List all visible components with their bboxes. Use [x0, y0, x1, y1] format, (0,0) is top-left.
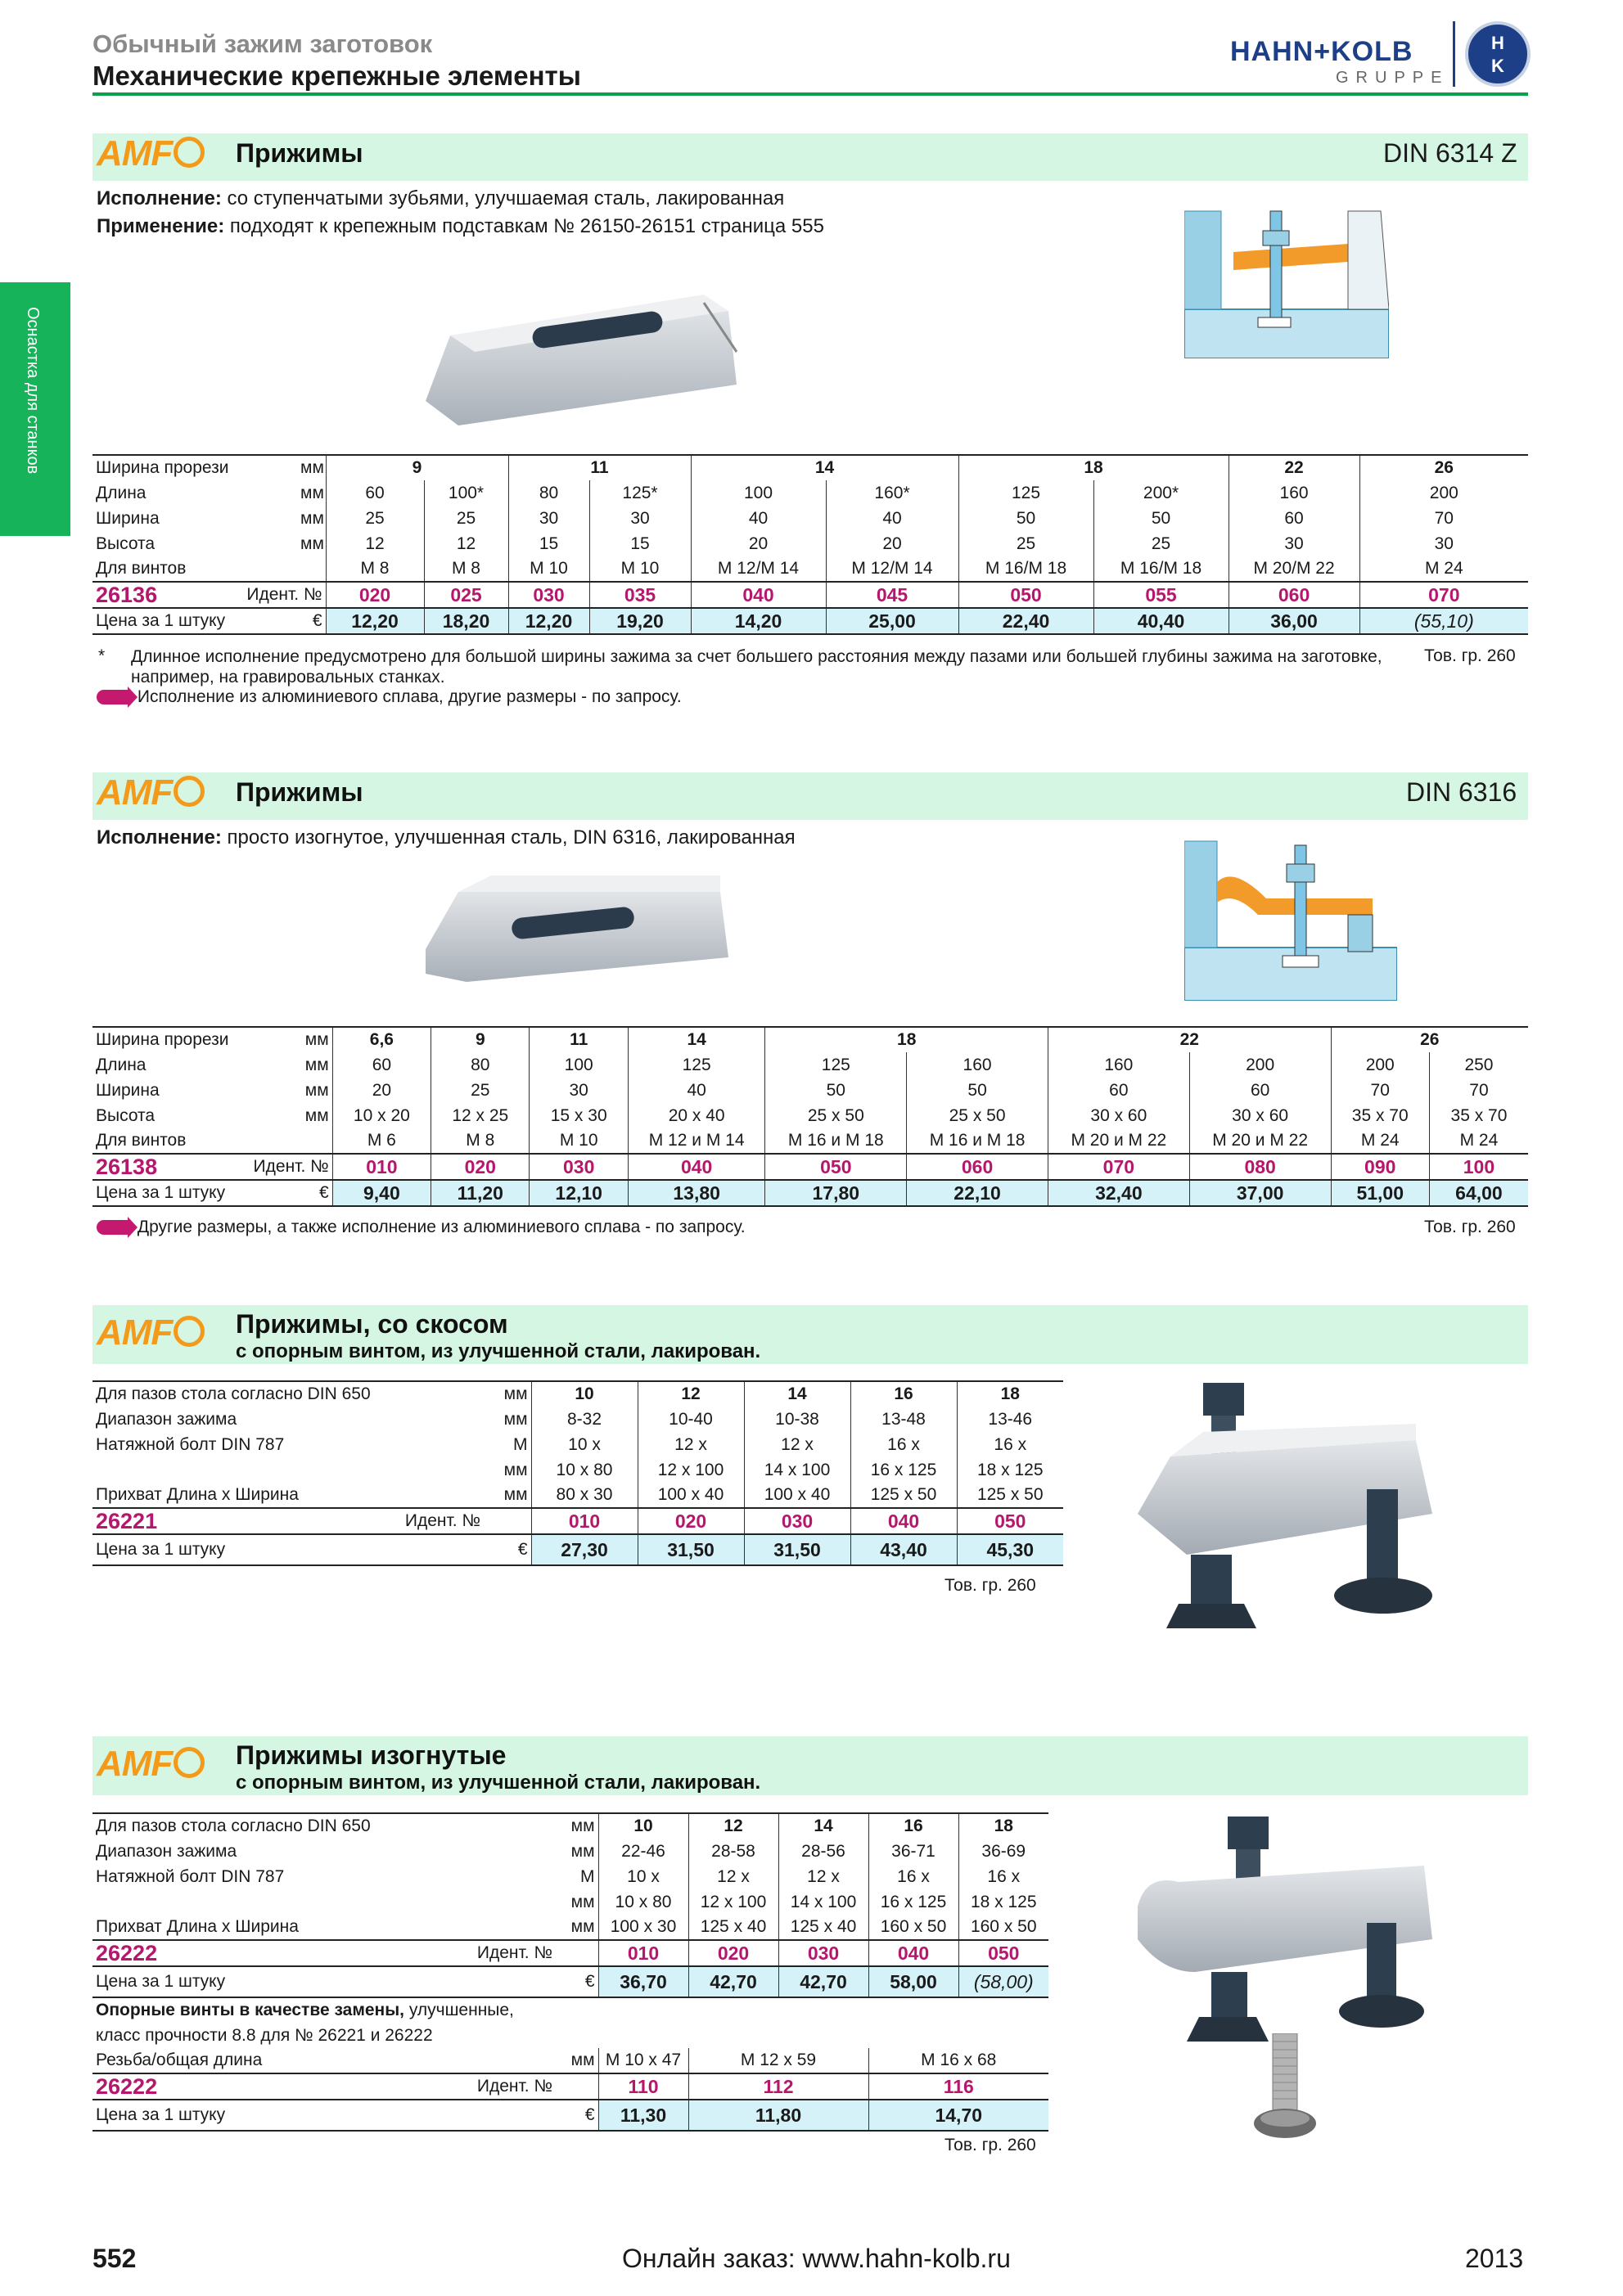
- page-title: Механические крепежные элементы: [92, 61, 581, 91]
- table-row: Длина мм 60 100* 80 125* 100 160* 125 200* 160 200: [92, 480, 1528, 506]
- section-4-ref: Тов. гр. 260: [944, 2136, 1036, 2154]
- table-row: мм 10 x 80 12 x 100 14 x 100 16 x 125 18 x 125: [92, 1889, 1048, 1915]
- amf-logo-text: AMF: [97, 1312, 173, 1353]
- table-26138: [92, 1026, 1528, 1207]
- table-row: Ширина мм 25 25 30 30 40 40 50 50 60 70: [92, 506, 1528, 531]
- table-row: Длина мм 60 80 100 125 125 160 160 200 200 250: [92, 1052, 1528, 1078]
- table-26222: [92, 1812, 1048, 2132]
- header-rule: [92, 92, 1528, 96]
- section-2-din: DIN 6316: [1406, 777, 1517, 807]
- side-tab-label: Оснастка для станков: [24, 307, 42, 475]
- footnote-1-ref: Тов. гр. 260: [1424, 646, 1516, 665]
- table-row: Опорные винты в качестве замены, улучшенные,: [92, 1997, 1048, 2023]
- header-subtitle: Обычный зажим заготовок: [92, 29, 433, 58]
- section-1-desc-1: Исполнение: со ступенчатыми зубьями, улучшаемая сталь, лакированная: [97, 187, 785, 209]
- section-2-desc-1: Исполнение: просто изогнутое, улучшенная сталь, DIN 6316, лакированная: [97, 826, 796, 849]
- amf-logo: [97, 1312, 205, 1353]
- table-row: Прихват Длина x Ширина мм 100 x 30 125 x 40 125 x 40 160 x 50 160 x 50: [92, 1915, 1048, 1940]
- amf-logo-text: AMF: [97, 1744, 173, 1784]
- support-screw-image: [1252, 2033, 1318, 2156]
- table-row: 26221 Идент. № 010 020 030 040 050: [92, 1508, 1063, 1534]
- clamp-bent-image: [409, 867, 737, 1006]
- side-tab[interactable]: [0, 282, 70, 536]
- section-2-note: Другие размеры, а также исполнение из алюминиевого сплава - по запросу.: [97, 1218, 746, 1237]
- table-row: Ширина прорези мм 6,6 9 11 14 18 22 26: [92, 1027, 1528, 1052]
- section-2-note-ref: Тов. гр. 260: [1424, 1218, 1516, 1236]
- table-row: Высота мм 12 12 15 15 20 20 25 25 30 30: [92, 531, 1528, 556]
- table-row: Ширина прорези мм 9 11 14 18 22 26: [92, 455, 1528, 480]
- table-row: Цена за 1 штуку € 36,70 42,70 42,70 58,00 (58,00): [92, 1966, 1048, 1997]
- section-1-title: Прижимы: [236, 138, 363, 168]
- section-4-title: Прижимы изогнутые: [236, 1740, 507, 1770]
- footer-order-link[interactable]: Онлайн заказ: www.hahn-kolb.ru: [622, 2244, 1011, 2273]
- section-3-title: Прижимы, со скосом: [236, 1309, 508, 1339]
- clamp-diagram-1: [1184, 195, 1389, 358]
- clamp-diagram-2: [1184, 833, 1397, 1001]
- table-row: Цена за 1 штуку € 27,30 31,50 31,50 43,40 45,30: [92, 1534, 1063, 1565]
- table-row: мм 10 x 80 12 x 100 14 x 100 16 x 125 18 x 125: [92, 1457, 1063, 1483]
- logo-h: H: [1491, 33, 1504, 53]
- footnote-1: Длинное исполнение предусмотрено для большой ширины зажима за счет большего расстояния между пазами или большей глубины зажима на заготовке, например, на гравировальных станках.: [131, 647, 1382, 687]
- table-row: класс прочности 8.8 для № 26221 и 26222: [96, 2025, 433, 2045]
- brand-logo-group: GRUPPE: [1336, 69, 1449, 87]
- table-row: Прихват Длина x Ширина мм 80 x 30 100 x 40 100 x 40 125 x 50 125 x 50: [92, 1483, 1063, 1508]
- logo-divider: [1453, 21, 1455, 87]
- clamp-stepped-image: [409, 278, 745, 434]
- table-row: Диапазон зажима мм 22-46 28-58 28-56 36-71 36-69: [92, 1839, 1048, 1864]
- section-1-desc-2: Применение: подходят к крепежным подставкам № 26150-26151 страница 555: [97, 215, 824, 237]
- section-4-subtitle: с опорным винтом, из улучшенной стали, лакирован.: [236, 1772, 761, 1794]
- table-row: Для пазов стола согласно DIN 650 мм 10 12 14 16 18: [92, 1813, 1048, 1839]
- footnote-2: Исполнение из алюминиевого сплава, другие размеры - по запросу.: [97, 687, 682, 707]
- clamp-chamfered-image: [1121, 1383, 1449, 1636]
- table-row: Для винтов M 6 M 8 M 10 M 12 и M 14 M 16 и M 18 M 16 и M 18 M 20 и M 22 M 20 и M 22 M 24 M 24: [92, 1128, 1528, 1154]
- logo-k: K: [1491, 56, 1504, 76]
- amf-logo: [97, 772, 205, 813]
- amf-logo: [97, 133, 205, 174]
- table-row: Высота мм 10 x 20 12 x 25 15 x 30 20 x 40 25 x 50 25 x 50 30 x 60 30 x 60 35 x 70 35 x 70: [92, 1103, 1528, 1128]
- brand-logo-text: HAHN+KOLB: [1230, 36, 1413, 67]
- amf-logo-text: AMF: [97, 133, 173, 173]
- section-3-ref: Тов. гр. 260: [944, 1576, 1036, 1595]
- table-row: 26222 Идент. № 110 112 116: [92, 2073, 1048, 2100]
- table-row: Ширина мм 20 25 30 40 50 50 60 60 70 70: [92, 1078, 1528, 1103]
- brand-logo-icon: [1465, 21, 1531, 87]
- table-row: Натяжной болт DIN 787 M 10 x 12 x 12 x 16 x 16 x: [92, 1864, 1048, 1889]
- table-row: Для пазов стола согласно DIN 650 мм 10 12 14 16 18: [92, 1381, 1063, 1407]
- section-2-title: Прижимы: [236, 777, 363, 807]
- table-row: Для винтов M 8 M 8 M 10 M 10 M 12/M 14 M 12/M 14 M 16/M 18 M 16/M 18 M 20/M 22 M 24: [92, 556, 1528, 582]
- clamp-bent-support-image: [1121, 1817, 1449, 2062]
- table-26221: [92, 1380, 1063, 1566]
- table-row: Цена за 1 штуку € 9,40 11,20 12,10 13,80 17,80 22,10 32,40 37,00 51,00 64,00: [92, 1180, 1528, 1206]
- table-row: Натяжной болт DIN 787 M 10 x 12 x 12 x 16 x 16 x: [92, 1432, 1063, 1457]
- section-1-din: DIN 6314 Z: [1383, 138, 1517, 168]
- footer-year: 2013: [1465, 2244, 1524, 2273]
- arrow-icon: [97, 1220, 129, 1235]
- page-number: 552: [92, 2244, 137, 2273]
- table-row: 26138 Идент. № 010 020 030 040 050 060 070 080 090 100: [92, 1154, 1528, 1180]
- table-26136: [92, 454, 1528, 635]
- table-row: 26222 Идент. № 010 020 030 040 050: [92, 1940, 1048, 1966]
- arrow-icon: [97, 690, 129, 705]
- table-row: 26136 Идент. № 020 025 030 035 040 045 050 055 060 070: [92, 582, 1528, 608]
- section-3-subtitle: с опорным винтом, из улучшенной стали, лакирован.: [236, 1340, 761, 1362]
- table-row: Диапазон зажима мм 8-32 10-40 10-38 13-48 13-46: [92, 1407, 1063, 1432]
- table-row: Резьба/общая длина мм M 10 x 47 M 12 x 59 M 16 x 68: [92, 2048, 1048, 2073]
- amf-logo-text: AMF: [97, 772, 173, 813]
- amf-logo: [97, 1744, 205, 1785]
- footnote-star: *: [98, 646, 106, 665]
- table-row: Цена за 1 штуку € 12,20 18,20 12,20 19,20 14,20 25,00 22,40 40,40 36,00 (55,10): [92, 608, 1528, 634]
- table-row: Цена за 1 штуку € 11,30 11,80 14,70: [92, 2100, 1048, 2131]
